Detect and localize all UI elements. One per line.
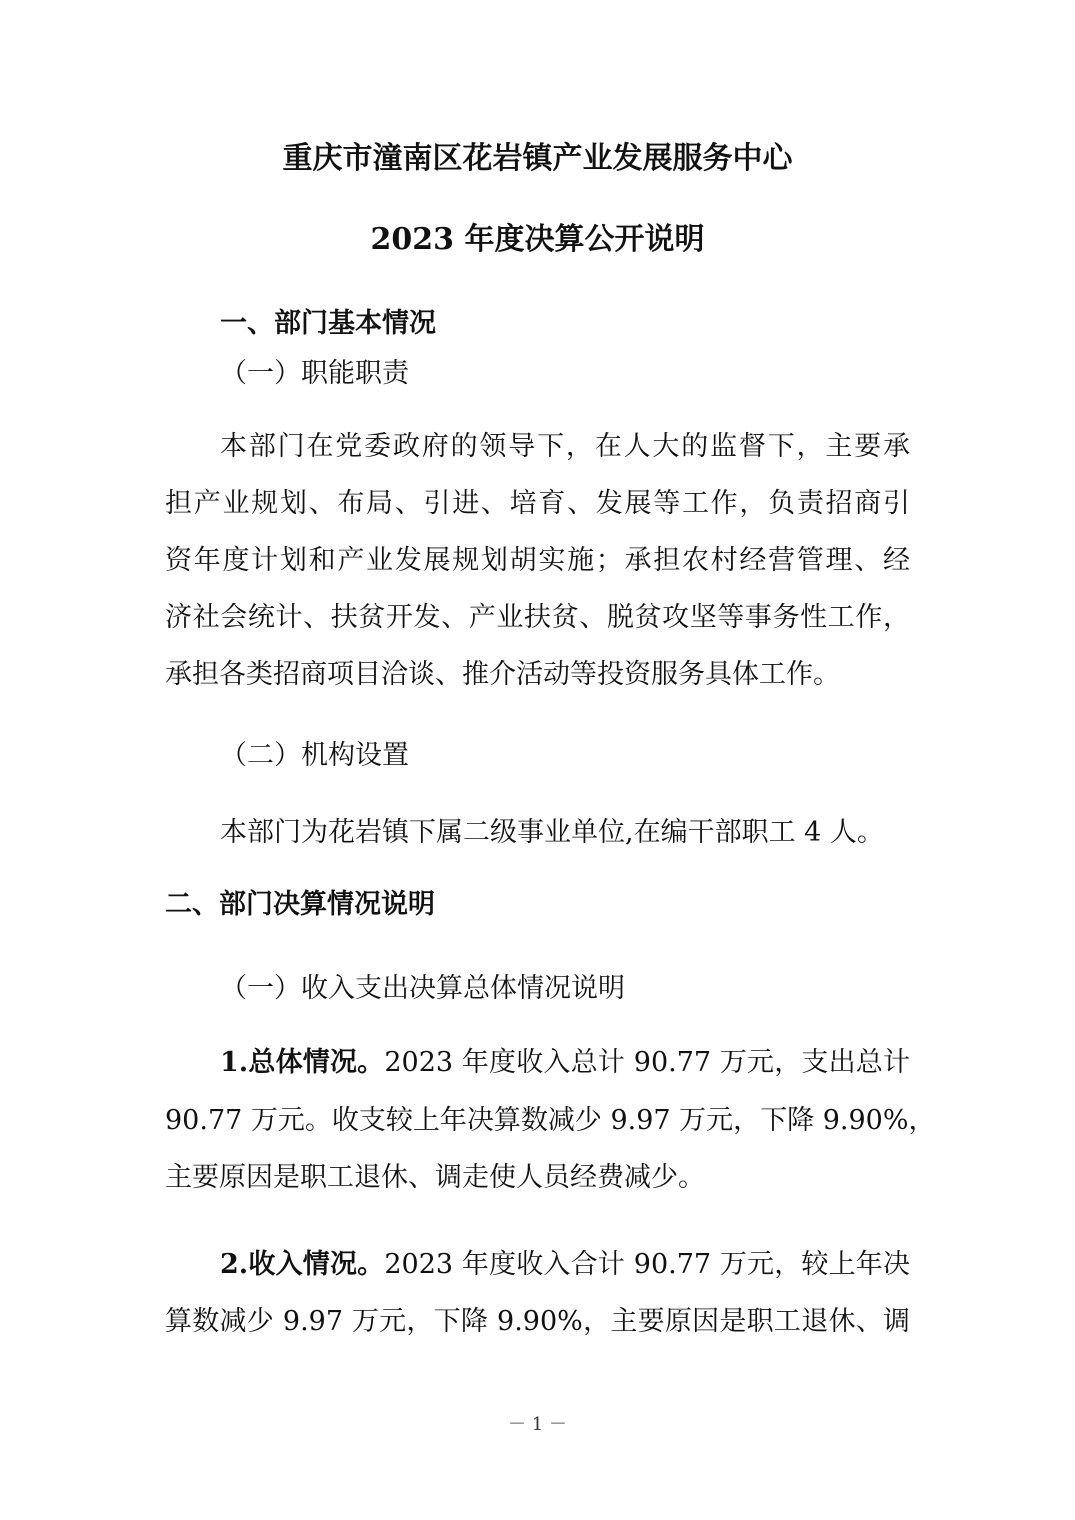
section-1-heading: 一、部门基本情况 [220, 308, 436, 339]
income-paragraph-line-1 [220, 1248, 910, 1282]
duty-paragraph-line-1: 本部门在党委政府的领导下，在人大的监督下，主要承 [220, 431, 910, 462]
document-title-line-1: 重庆市潼南区花岩镇产业发展服务中心 [282, 141, 793, 176]
overall-paragraph-lead: 1.总体情况。 [220, 1047, 385, 1078]
page-number: － 1 － [508, 1414, 567, 1435]
income-paragraph-line-1-text: 2023 年度收入合计 90.77 万元，较上年决 [384, 1249, 910, 1280]
duty-paragraph-line-5: 承担各类招商项目洽谈、推介活动等投资服务具体工作。 [165, 659, 840, 690]
section-1-sub-1-heading: （一）职能职责 [220, 358, 409, 389]
section-2-sub-1-heading: （一）收入支出决算总体情况说明 [220, 973, 625, 1004]
overall-paragraph-line-3: 主要原因是职工退休、调走使人员经费减少。 [165, 1162, 705, 1193]
duty-paragraph-line-4: 济社会统计、扶贫开发、产业扶贫、脱贫攻坚等事务性工作， [165, 602, 910, 633]
organization-paragraph: 本部门为花岩镇下属二级事业单位,在编干部职工 4 人。 [220, 817, 884, 848]
overall-paragraph-line-1 [220, 1046, 910, 1080]
section-1-sub-2-heading: （二）机构设置 [220, 740, 409, 771]
document-title-line-2: 2023 年度决算公开说明 [370, 222, 705, 257]
overall-paragraph-line-1-text: 2023 年度收入总计 90.77 万元，支出总计 [384, 1047, 910, 1078]
duty-paragraph-line-2: 担产业规划、布局、引进、培育、发展等工作，负责招商引 [165, 488, 910, 519]
income-paragraph-lead: 2.收入情况。 [220, 1249, 385, 1280]
overall-paragraph-line-2: 90.77 万元。收支较上年决算数减少 9.97 万元，下降 9.90%， [165, 1105, 936, 1136]
income-paragraph-line-2: 算数减少 9.97 万元，下降 9.90%，主要原因是职工退休、调 [165, 1306, 910, 1337]
section-2-heading: 二、部门决算情况说明 [165, 889, 435, 920]
duty-paragraph-line-3: 资年度计划和产业发展规划胡实施；承担农村经营管理、经 [165, 545, 910, 576]
